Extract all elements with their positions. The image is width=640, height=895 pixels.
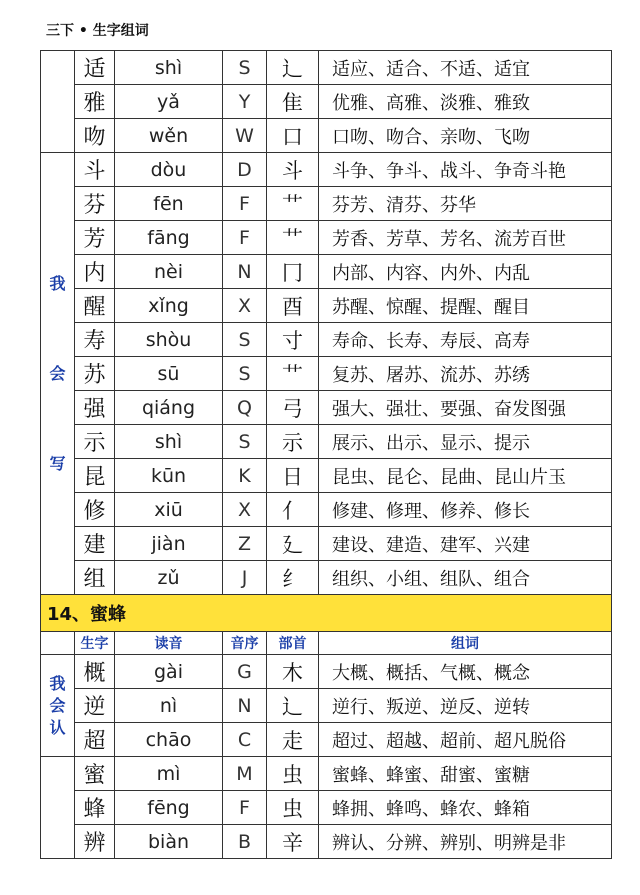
page-header: [0, 0, 640, 40]
table-row: [41, 561, 612, 595]
words-cell: 建设、建造、建军、兴建: [319, 527, 612, 561]
pinyin-cell: dòu: [115, 153, 223, 187]
char-cell: 超: [75, 723, 115, 757]
pinyin-cell: mì: [115, 757, 223, 791]
char-cell: 蜂: [75, 791, 115, 825]
table-row: [41, 153, 612, 187]
index-cell: X: [223, 289, 267, 323]
index-cell: J: [223, 561, 267, 595]
lesson-title: 14、蜜蜂: [41, 595, 612, 632]
char-cell: 蜜: [75, 757, 115, 791]
words-cell: 展示、出示、显示、提示: [319, 425, 612, 459]
words-cell: 蜜蜂、蜂蜜、甜蜜、蜜糖: [319, 757, 612, 791]
char-cell: 建: [75, 527, 115, 561]
index-cell: N: [223, 689, 267, 723]
words-cell: 苏醒、惊醒、提醒、醒目: [319, 289, 612, 323]
column-header-index: 音序: [223, 632, 267, 655]
pinyin-cell: zǔ: [115, 561, 223, 595]
words-cell: 芳香、芳草、芳名、流芳百世: [319, 221, 612, 255]
radical-cell: 虫: [267, 791, 319, 825]
index-cell: F: [223, 791, 267, 825]
section-label-empty: [41, 757, 75, 859]
table-row: [41, 493, 612, 527]
section-label-write: [41, 153, 75, 595]
char-cell: 昆: [75, 459, 115, 493]
table-row: [41, 119, 612, 153]
table-row: [41, 289, 612, 323]
pinyin-cell: nì: [115, 689, 223, 723]
section-label-char: 我: [49, 673, 66, 693]
index-cell: X: [223, 493, 267, 527]
table-row: [41, 825, 612, 859]
pinyin-cell: gài: [115, 655, 223, 689]
index-cell: Y: [223, 85, 267, 119]
section-label-char: 认: [49, 717, 66, 737]
table-row: [41, 391, 612, 425]
words-cell: 昆虫、昆仑、昆曲、昆山片玉: [319, 459, 612, 493]
char-cell: 醒: [75, 289, 115, 323]
section-label-char: 我: [49, 273, 66, 293]
index-cell: W: [223, 119, 267, 153]
pinyin-cell: fēng: [115, 791, 223, 825]
table-row: [41, 655, 612, 689]
index-cell: G: [223, 655, 267, 689]
char-cell: 辨: [75, 825, 115, 859]
pinyin-cell: biàn: [115, 825, 223, 859]
char-cell: 芳: [75, 221, 115, 255]
pinyin-cell: sū: [115, 357, 223, 391]
table-row: [41, 51, 612, 85]
section-label-empty: [41, 51, 75, 153]
char-cell: 适: [75, 51, 115, 85]
column-header-char: 生字: [75, 632, 115, 655]
words-cell: 大概、概括、气概、概念: [319, 655, 612, 689]
pinyin-cell: xiū: [115, 493, 223, 527]
words-cell: 芬芳、清芬、芬华: [319, 187, 612, 221]
pinyin-cell: xǐng: [115, 289, 223, 323]
radical-cell: 纟: [267, 561, 319, 595]
lesson-heading-row: [41, 595, 612, 632]
index-cell: S: [223, 357, 267, 391]
words-cell: 口吻、吻合、亲吻、飞吻: [319, 119, 612, 153]
section-label-char: 写: [49, 453, 66, 473]
char-cell: 斗: [75, 153, 115, 187]
words-cell: 斗争、争斗、战斗、争奇斗艳: [319, 153, 612, 187]
char-cell: 芬: [75, 187, 115, 221]
words-cell: 复苏、屠苏、流苏、苏绣: [319, 357, 612, 391]
table-row: [41, 791, 612, 825]
radical-cell: 辶: [267, 689, 319, 723]
radical-cell: 弓: [267, 391, 319, 425]
char-cell: 示: [75, 425, 115, 459]
words-cell: 辨认、分辨、辨别、明辨是非: [319, 825, 612, 859]
column-header-row: [41, 632, 612, 655]
char-cell: 寿: [75, 323, 115, 357]
words-cell: 蜂拥、蜂鸣、蜂农、蜂箱: [319, 791, 612, 825]
table-row: [41, 723, 612, 757]
words-cell: 超过、超越、超前、超凡脱俗: [319, 723, 612, 757]
words-cell: 寿命、长寿、寿辰、高寿: [319, 323, 612, 357]
section-label-char: 会: [49, 363, 66, 383]
pinyin-cell: shì: [115, 425, 223, 459]
char-cell: 吻: [75, 119, 115, 153]
words-cell: 适应、适合、不适、适宜: [319, 51, 612, 85]
column-header-words: 组词: [319, 632, 612, 655]
pinyin-cell: fāng: [115, 221, 223, 255]
column-header-radical: 部首: [267, 632, 319, 655]
char-cell: 组: [75, 561, 115, 595]
radical-cell: 辶: [267, 51, 319, 85]
radical-cell: 廴: [267, 527, 319, 561]
words-cell: 内部、内容、内外、内乱: [319, 255, 612, 289]
radical-cell: 日: [267, 459, 319, 493]
radical-cell: 亻: [267, 493, 319, 527]
index-cell: C: [223, 723, 267, 757]
index-cell: D: [223, 153, 267, 187]
vocab-table: [40, 50, 612, 859]
radical-cell: 艹: [267, 357, 319, 391]
radical-cell: 木: [267, 655, 319, 689]
table-row: [41, 425, 612, 459]
radical-cell: 寸: [267, 323, 319, 357]
pinyin-cell: yǎ: [115, 85, 223, 119]
radical-cell: 隹: [267, 85, 319, 119]
table-row: [41, 357, 612, 391]
table-row: [41, 255, 612, 289]
radical-cell: 虫: [267, 757, 319, 791]
column-header-pinyin: 读音: [115, 632, 223, 655]
words-cell: 优雅、高雅、淡雅、雅致: [319, 85, 612, 119]
table-row: [41, 757, 612, 791]
words-cell: 强大、强壮、要强、奋发图强: [319, 391, 612, 425]
pinyin-cell: qiáng: [115, 391, 223, 425]
radical-cell: 口: [267, 119, 319, 153]
table-row: [41, 459, 612, 493]
char-cell: 内: [75, 255, 115, 289]
radical-cell: 示: [267, 425, 319, 459]
pinyin-cell: nèi: [115, 255, 223, 289]
index-cell: B: [223, 825, 267, 859]
index-cell: S: [223, 323, 267, 357]
pinyin-cell: wěn: [115, 119, 223, 153]
radical-cell: 艹: [267, 187, 319, 221]
section-label-read: [41, 655, 75, 757]
index-cell: S: [223, 51, 267, 85]
radical-cell: 冂: [267, 255, 319, 289]
pinyin-cell: kūn: [115, 459, 223, 493]
index-cell: M: [223, 757, 267, 791]
char-cell: 苏: [75, 357, 115, 391]
index-cell: K: [223, 459, 267, 493]
pinyin-cell: fēn: [115, 187, 223, 221]
index-cell: F: [223, 187, 267, 221]
words-cell: 修建、修理、修养、修长: [319, 493, 612, 527]
char-cell: 修: [75, 493, 115, 527]
char-cell: 雅: [75, 85, 115, 119]
words-cell: 组织、小组、组队、组合: [319, 561, 612, 595]
pinyin-cell: shòu: [115, 323, 223, 357]
section-label-char: 会: [49, 695, 66, 715]
radical-cell: 艹: [267, 221, 319, 255]
header-title: 三下 • 生字组词: [46, 23, 149, 39]
index-cell: Z: [223, 527, 267, 561]
radical-cell: 酉: [267, 289, 319, 323]
pinyin-cell: shì: [115, 51, 223, 85]
index-cell: S: [223, 425, 267, 459]
radical-cell: 走: [267, 723, 319, 757]
table-row: [41, 221, 612, 255]
table-row: [41, 689, 612, 723]
char-cell: 逆: [75, 689, 115, 723]
char-cell: 强: [75, 391, 115, 425]
column-header-empty: [41, 632, 75, 655]
pinyin-cell: chāo: [115, 723, 223, 757]
index-cell: N: [223, 255, 267, 289]
table-row: [41, 85, 612, 119]
table-row: [41, 323, 612, 357]
words-cell: 逆行、叛逆、逆反、逆转: [319, 689, 612, 723]
index-cell: Q: [223, 391, 267, 425]
radical-cell: 辛: [267, 825, 319, 859]
index-cell: F: [223, 221, 267, 255]
radical-cell: 斗: [267, 153, 319, 187]
table-row: [41, 527, 612, 561]
pinyin-cell: jiàn: [115, 527, 223, 561]
table-row: [41, 187, 612, 221]
char-cell: 概: [75, 655, 115, 689]
